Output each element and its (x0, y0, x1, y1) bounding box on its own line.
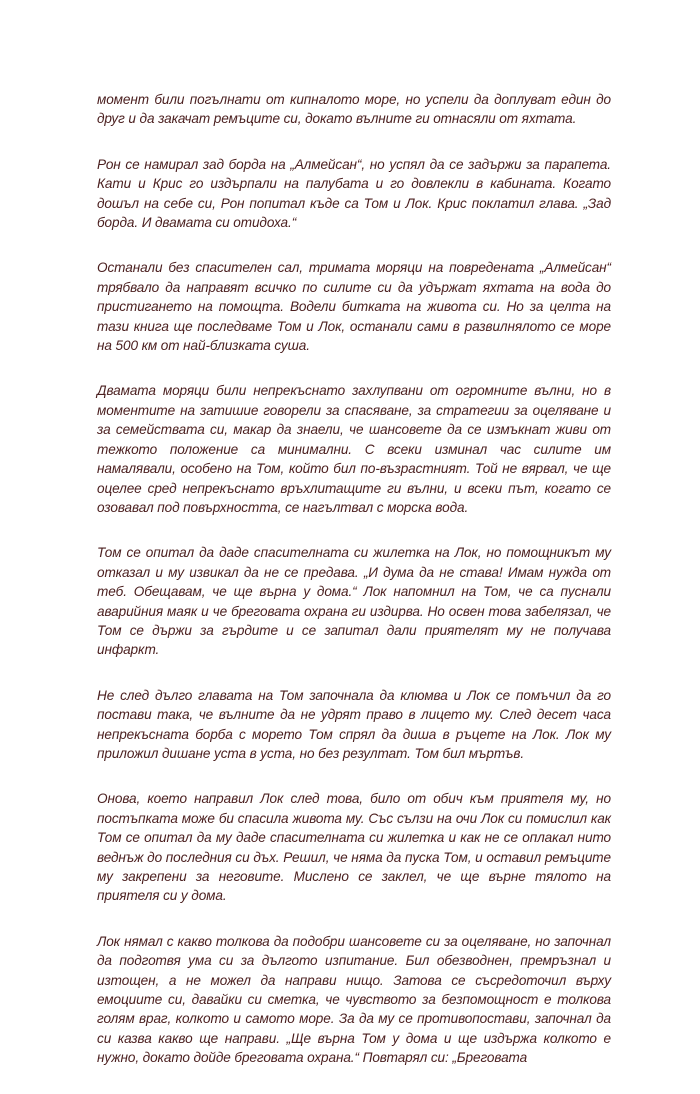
paragraph: Не след дълго главата на Том започнала да клюмва и Лок се помъчил да го постави така, че вълните да не удрят право в лицето му. След десет часа непрекъсната борба с морето Том спрял да диша в ръцете на Лок. Лок му приложил дишане уста в уста, но без резултат. Том бил мъртъв. (97, 687, 611, 761)
paragraph: Останали без спасителен сал, тримата моряци на повредената „Алмейсан“ трябвало да направят всичко по силите си да удържат яхтата на вода до пристигането на помощта. Водели битката на живота си. Но за целта на тази книга ще последваме Том и Лок, останали сами в развилнялото се море на 500 км от най-близката суша. (97, 260, 611, 354)
paragraph: Рон се намирал зад борда на „Алмейсан“, но успял да се задържи за парапета. Кати и Крис го издърпали на палубата и го довлекли в кабината. Когато дошъл на себе си, Рон попитал къде са Том и Лок. Крис поклатил глава. „Зад борда. И двамата си отидоха.“ (97, 156, 611, 231)
paragraph: Двамата моряци били непрекъснато захлупвани от огромните вълни, но в моментите на затишие говорели за спасяване, за стратегии за оцеляване и за семействата си, макар да знаели, че шансовете да се измъкнат живи от тежкото положение са минимални. С всеки изминал час силите им намалявали, особено на Том, който бил по-възрастният. Той не вярвал, че ще оцелее сред непрекъснато връхлитащите ги вълни, и всеки път, когато се озовавал под повърхността, се нагълтвал с морска вода. (97, 383, 611, 515)
paragraph: момент били погълнати от кипналото море, но успели да доплуват един до друг и да закачат ремъците си, докато вълните ги отнасяли от яхтата. (97, 92, 611, 127)
document-body (97, 90, 611, 1094)
paragraph: Онова, което направил Лок след това, било от обич към приятеля му, но постъпката може би спасила живота му. Със сълзи на очи Лок си помислил как Том се опитал да му даде спасителната си жилетка и как не се оплакал нито веднъж до последния си дъх. Решил, че няма да пуска Том, и оставил ремъците му закрепени за неговите. Мислено се заклел, че ще върне тялото на приятеля си у дома. (97, 791, 611, 904)
paragraph: Том се опитал да даде спасителната си жилетка на Лок, но помощникът му отказал и му извикал да не се предава. „И дума да не става! Имам нужда от теб. Обещавам, че ще върна у дома.“ Лок напомнил на Том, че са пуснали аварийния маяк и че бреговата охрана ги издирва. Но освен това забелязал, че Том се държи за гърдите и се запитал дали приятелят му не получава инфаркт. (97, 545, 611, 658)
paragraph: Лок нямал с какво толкова да подобри шансовете си за оцеляване, но започнал да подготвя ума си за дългото изпитание. Бил обезводнен, премръзнал и изтощен, а не можел да направи нищо. Затова се съсредоточил върху емоциите си, давайки си сметка, че чувството за безпомощност е толкова голям враг, колкото и самото море. За да му се противопостави, започнал да си казва какво ще направи. „Ще върна Том у дома и ще издържа колкото е нужно, докато дойде бреговата охрана.“ Повтарял си: „Бреговата (97, 933, 611, 1066)
